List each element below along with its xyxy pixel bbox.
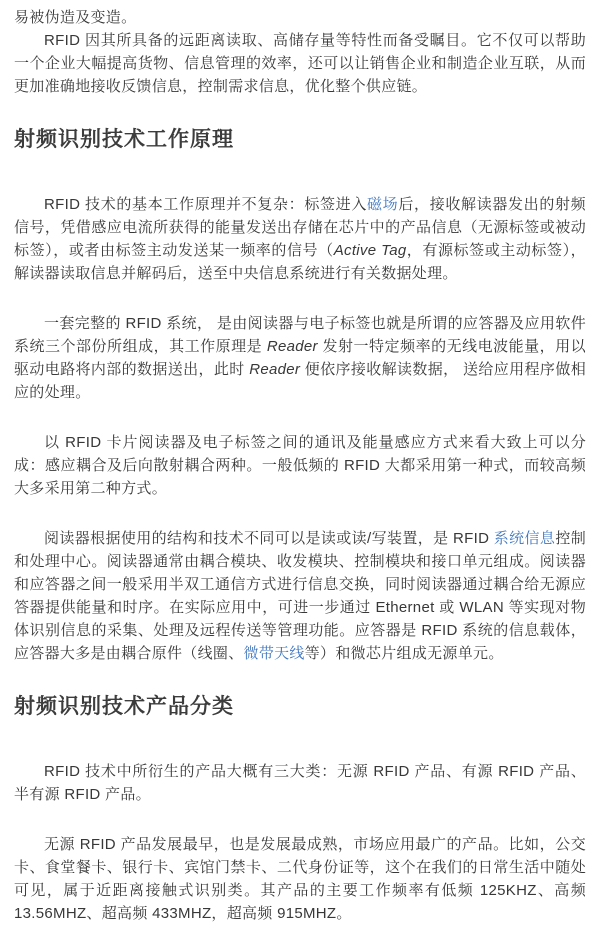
paragraph: [14, 431, 586, 500]
paragraph: [14, 833, 586, 925]
inline-link[interactable]: 系统信息: [493, 530, 556, 547]
paragraph: [14, 527, 586, 665]
text-segment: 发射一特定频率的无线电波能量，用以驱动电路将内部的数据送出，此时: [14, 338, 586, 378]
section-product-classification: [14, 692, 586, 925]
text-segment: 控制和处理中心。阅读器通常由耦合模块、收发模块、控制模块和接口单元组成。阅读器和应答器之间一般采用半双工通信方式进行信息交换，同时阅读器通过耦合给无源应答器提供能量和时序。在实际应用中，可进一步通过 Ethernet 或 WLAN 等实现对物体识别信息的采集、处理及远程传送等管理功能。应答器是 RFID 系统的信息载体，应答器大多是由耦合原件（线圈、: [14, 530, 586, 662]
emphasis-term: Reader: [249, 361, 301, 378]
inline-link[interactable]: 微带天线: [243, 645, 305, 662]
text-segment: RFID 技术的基本工作原理并不复杂：标签进入: [44, 196, 368, 213]
text-segment: RFID 技术中所衍生的产品大概有三大类：无源 RFID 产品、有源 RFID 产品、半有源 RFID 产品。: [14, 763, 586, 803]
section-working-principle: [14, 125, 586, 665]
text-segment: 等）和微芯片组成无源单元。: [304, 645, 504, 662]
paragraph: [14, 760, 586, 806]
emphasis-term: Reader: [266, 338, 318, 355]
text-segment: 无源 RFID 产品发展最早，也是发展最成熟，市场应用最广的产品。比如，公交卡、食堂餐卡、银行卡、宾馆门禁卡、二代身份证等，这个在我们的日常生活中随处可见，属于近距离接触式识别类。其产品的主要工作频率有低频 125KHZ、高频 13.56MHZ、超高频 433MHZ，超高频 915MHZ。: [14, 836, 586, 922]
paragraph: [14, 312, 586, 404]
text-segment: 一套完整的 RFID 系统， 是由阅读器与电子标签也就是所谓的应答器及应用软件系统三个部份所组成，其工作原理是: [14, 315, 586, 355]
emphasis-term: Active Tag: [333, 242, 407, 259]
inline-link[interactable]: 磁场: [367, 196, 399, 213]
text-segment: 便依序接收解读数据， 送给应用程序做相应的处理。: [14, 361, 586, 401]
section-heading-product-classification: 射频识别技术产品分类: [14, 695, 234, 718]
text-segment: 后，接收解读器发出的射频信号，凭借感应电流所获得的能量发送出存储在芯片中的产品信息（无源标签或被动标签），或者由标签主动发送某一频率的信号（: [14, 196, 586, 259]
paragraph: [14, 193, 586, 285]
section-heading-working-principle: 射频识别技术工作原理: [14, 128, 234, 151]
intro-paragraph: RFID 因其所具备的远距离读取、高储存量等特性而备受瞩目。它不仅可以帮助一个企业大幅提高货物、信息管理的效率，还可以让销售企业和制造企业互联，从而更加准确地接收反馈信息，控制需求信息，优化整个供应链。: [14, 32, 586, 95]
text-segment: ，有源标签或主动标签），解读器读取信息并解码后，送至中央信息系统进行有关数据处理。: [14, 242, 586, 282]
paragraph-fragment: 易被伪造及变造。: [14, 9, 137, 26]
text-segment: 以 RFID 卡片阅读器及电子标签之间的通讯及能量感应方式来看大致上可以分成：感应耦合及后向散射耦合两种。一般低频的 RFID 大都采用第一种式，而较高频大多采用第二种方式。: [14, 434, 586, 497]
text-segment: 阅读器根据使用的结构和技术不同可以是读或读/写装置，是 RFID: [44, 530, 494, 547]
